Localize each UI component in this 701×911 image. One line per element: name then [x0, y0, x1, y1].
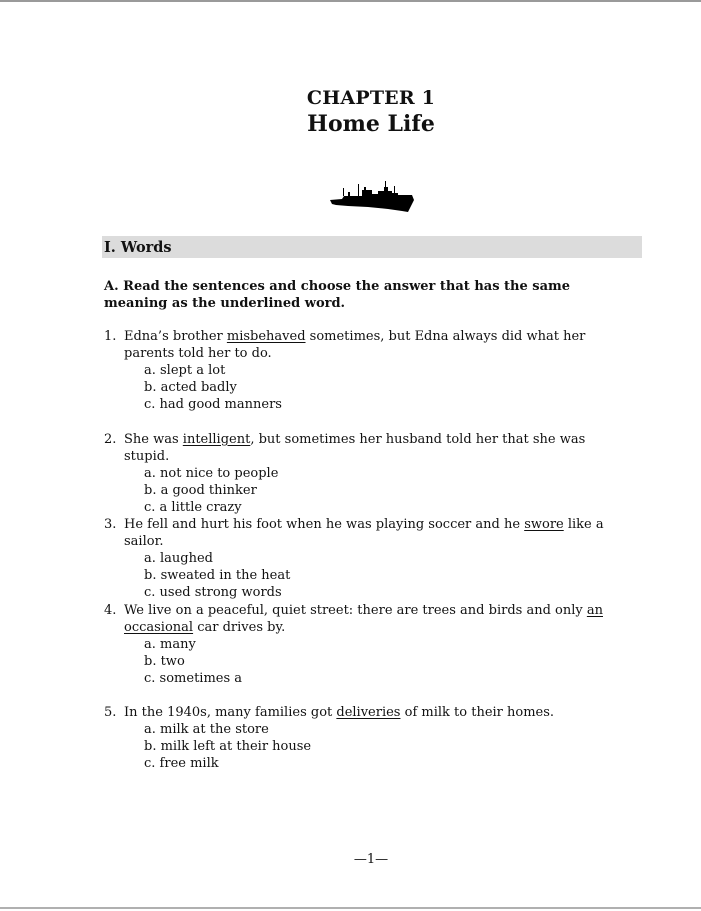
chapter-label: CHAPTER 1	[306, 87, 436, 109]
answer-options	[144, 721, 634, 772]
question-stem: He fell and hurt his foot when he was playing soccer and he swore like a sailor.	[124, 517, 604, 549]
question-stem: She was intelligent, but sometimes her husband told her that she was stupid.	[124, 432, 586, 464]
question-number: 5.	[104, 705, 117, 720]
question-number: 1.	[104, 329, 117, 344]
option-b[interactable]: b. milk left at their house	[144, 739, 312, 754]
question-3	[104, 516, 634, 601]
underlined-word: misbehaved	[226, 329, 306, 344]
question-2	[104, 431, 634, 516]
underlined-word: swore	[524, 517, 564, 532]
option-a[interactable]: a. laughed	[144, 551, 214, 566]
ship-illustration	[328, 178, 416, 214]
option-c[interactable]: c. a little crazy	[144, 500, 242, 515]
bottom-border	[0, 907, 701, 909]
answer-options	[144, 636, 634, 687]
question-number: 4.	[104, 603, 117, 618]
option-c[interactable]: c. used strong words	[144, 585, 282, 600]
answer-options	[144, 550, 634, 601]
section-bar	[102, 236, 642, 258]
section-heading: I. Words	[104, 239, 172, 256]
question-4	[104, 602, 634, 687]
question-stem: In the 1940s, many families got deliveries of milk to their homes.	[124, 705, 555, 720]
underlined-word: deliveries	[336, 705, 401, 720]
option-b[interactable]: b. acted badly	[144, 380, 237, 395]
option-b[interactable]: b. sweated in the heat	[144, 568, 291, 583]
answer-options	[144, 465, 634, 516]
option-c[interactable]: c. had good manners	[144, 397, 282, 412]
underlined-word: an occasional	[124, 603, 603, 635]
option-a[interactable]: a. milk at the store	[144, 722, 269, 737]
question-stem: We live on a peaceful, quiet street: there are trees and birds and only an occasional car drives by.	[124, 603, 603, 635]
option-a[interactable]: a. slept a lot	[144, 363, 226, 378]
option-c[interactable]: c. free milk	[144, 756, 219, 771]
option-c[interactable]: c. sometimes a	[144, 671, 243, 686]
underlined-word: intelligent	[182, 432, 251, 447]
question-number: 3.	[104, 517, 117, 532]
chapter-title: Home Life	[307, 111, 435, 137]
question-5	[104, 704, 634, 772]
answer-options	[144, 362, 634, 413]
option-b[interactable]: b. two	[144, 654, 185, 669]
option-a[interactable]: a. many	[144, 637, 196, 652]
top-border	[0, 0, 701, 2]
question-1	[104, 328, 634, 413]
option-a[interactable]: a. not nice to people	[144, 466, 279, 481]
instructions: A. Read the sentences and choose the answer that has the same meaning as the underlined word.	[104, 279, 571, 311]
page-number: —1—	[353, 852, 389, 867]
option-b[interactable]: b. a good thinker	[144, 483, 257, 498]
question-stem: Edna’s brother misbehaved sometimes, but Edna always did what her parents told her to do.	[124, 329, 586, 361]
question-number: 2.	[104, 432, 117, 447]
